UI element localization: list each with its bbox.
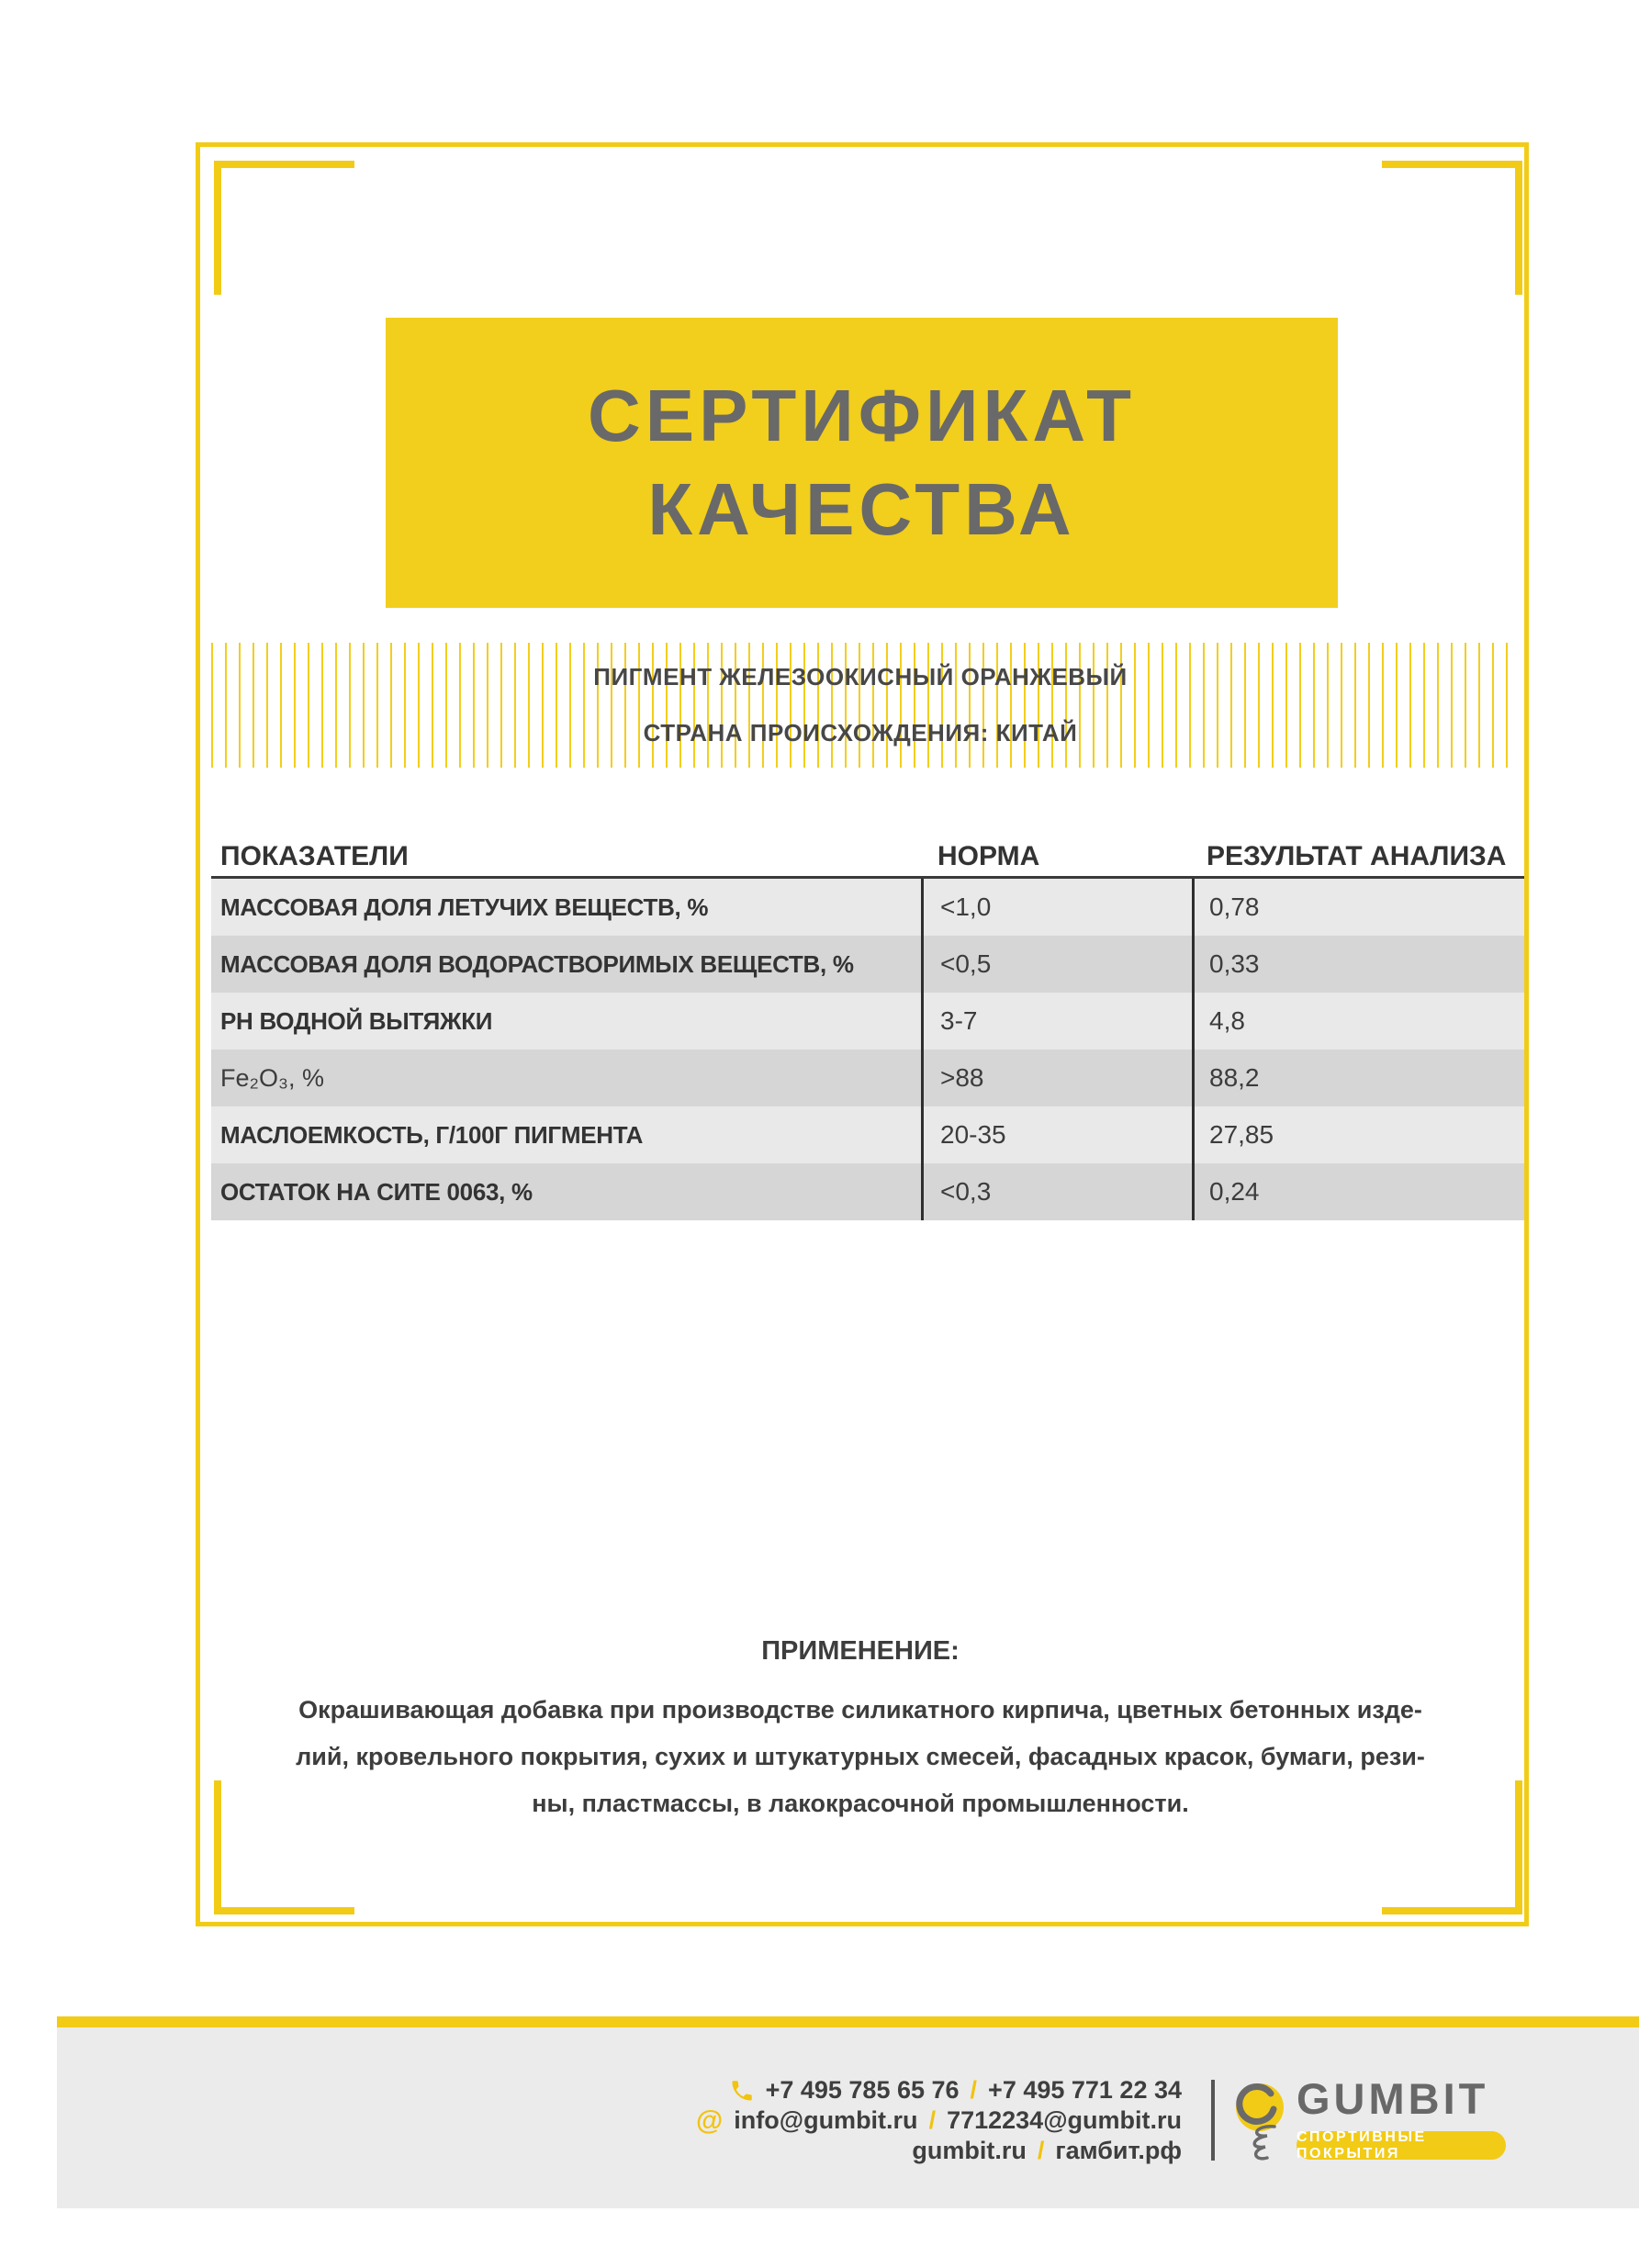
result-cell: 27,85 — [1192, 1106, 1524, 1163]
phone-line — [696, 2075, 1182, 2105]
email-at-icon: @ — [696, 2105, 724, 2136]
logo-divider — [1211, 2080, 1215, 2161]
page-title-line1: СЕРТИФИКАТ — [587, 375, 1137, 456]
header-indicators: ПОКАЗАТЕЛИ — [220, 841, 409, 871]
application-text-line: ны, пластмассы, в лакокрасочной промышленности. — [532, 1790, 1189, 1817]
separator-slash: / — [928, 2106, 937, 2134]
table-body — [211, 879, 1524, 1220]
page-title-line2: КАЧЕСТВА — [647, 468, 1076, 550]
result-cell: 4,8 — [1192, 993, 1524, 1050]
norm-cell: <0,3 — [921, 1163, 1192, 1220]
table-row — [211, 936, 1524, 993]
table-row — [211, 993, 1524, 1050]
website-2: гамбит.рф — [1055, 2137, 1182, 2164]
phone-number-1: +7 495 785 65 76 — [765, 2076, 960, 2104]
corner-bracket-top-left — [214, 161, 354, 295]
quality-table — [211, 837, 1524, 1220]
indicator-cell: РН ВОДНОЙ ВЫТЯЖКИ — [220, 1006, 493, 1035]
result-cell: 88,2 — [1192, 1050, 1524, 1106]
indicator-cell: ОСТАТОК НА СИТЕ 0063, % — [220, 1177, 533, 1206]
subtitle-band — [211, 643, 1510, 768]
separator-slash: / — [1037, 2137, 1045, 2164]
corner-bracket-top-right — [1382, 161, 1522, 295]
table-row — [211, 1050, 1524, 1106]
application-heading: ПРИМЕНЕНИЕ: — [761, 1636, 960, 1666]
table-row — [211, 1163, 1524, 1220]
norm-cell: <0,5 — [921, 936, 1192, 993]
contact-block — [696, 2075, 1182, 2166]
title-banner — [386, 318, 1338, 608]
phone-icon — [729, 2078, 755, 2104]
indicator-cell: МАССОВАЯ ДОЛЯ ВОДОРАСТВОРИМЫХ ВЕЩЕСТВ, % — [220, 949, 854, 978]
norm-cell: >88 — [921, 1050, 1192, 1106]
logo-tagline-pill — [1297, 2128, 1506, 2161]
result-cell: 0,33 — [1192, 936, 1524, 993]
indicator-cell: Fe₂O₃, % — [220, 1063, 324, 1092]
gumbit-logo-text: GUMBIT — [1297, 2074, 1489, 2123]
separator-slash: / — [970, 2076, 978, 2104]
website-line — [696, 2136, 1182, 2166]
norm-cell: 3-7 — [921, 993, 1192, 1050]
spring-icon — [1243, 2123, 1280, 2165]
phone-number-2: +7 495 771 22 34 — [988, 2076, 1182, 2104]
email-address-2: 7712234@gumbit.ru — [947, 2106, 1182, 2134]
result-cell: 0,24 — [1192, 1163, 1524, 1220]
footer — [57, 2027, 1639, 2208]
table-row — [211, 1106, 1524, 1163]
table-row — [211, 879, 1524, 936]
table-header-row — [211, 837, 1524, 879]
logo-tagline: СПОРТИВНЫЕ ПОКРЫТИЯ — [1297, 2128, 1427, 2161]
norm-cell: 20-35 — [921, 1106, 1192, 1163]
email-address-1: info@gumbit.ru — [734, 2106, 918, 2134]
application-text-line: Окрашивающая добавка при производстве силикатного кирпича, цветных бетонных изде- — [298, 1696, 1422, 1723]
norm-cell: <1,0 — [921, 879, 1192, 936]
product-name: ПИГМЕНТ ЖЕЛЕЗООКИСНЫЙ ОРАНЖЕВЫЙ — [593, 663, 1128, 691]
country-of-origin: СТРАНА ПРОИСХОЖДЕНИЯ: КИТАЙ — [643, 719, 1078, 747]
website-1: gumbit.ru — [912, 2137, 1027, 2164]
email-line — [696, 2105, 1182, 2136]
footer-accent-bar — [57, 2016, 1639, 2027]
header-norm: НОРМА — [937, 841, 1040, 871]
result-cell: 0,78 — [1192, 879, 1524, 936]
application-text-line: лий, кровельного покрытия, сухих и штукатурных смесей, фасадных красок, бумаги, рези- — [296, 1743, 1425, 1770]
application-section — [211, 1636, 1510, 1827]
indicator-cell: МАССОВАЯ ДОЛЯ ЛЕТУЧИХ ВЕЩЕСТВ, % — [220, 893, 709, 921]
header-result: РЕЗУЛЬТАТ АНАЛИЗА — [1207, 841, 1507, 871]
indicator-cell: МАСЛОЕМКОСТЬ, Г/100Г ПИГМЕНТА — [220, 1120, 644, 1149]
